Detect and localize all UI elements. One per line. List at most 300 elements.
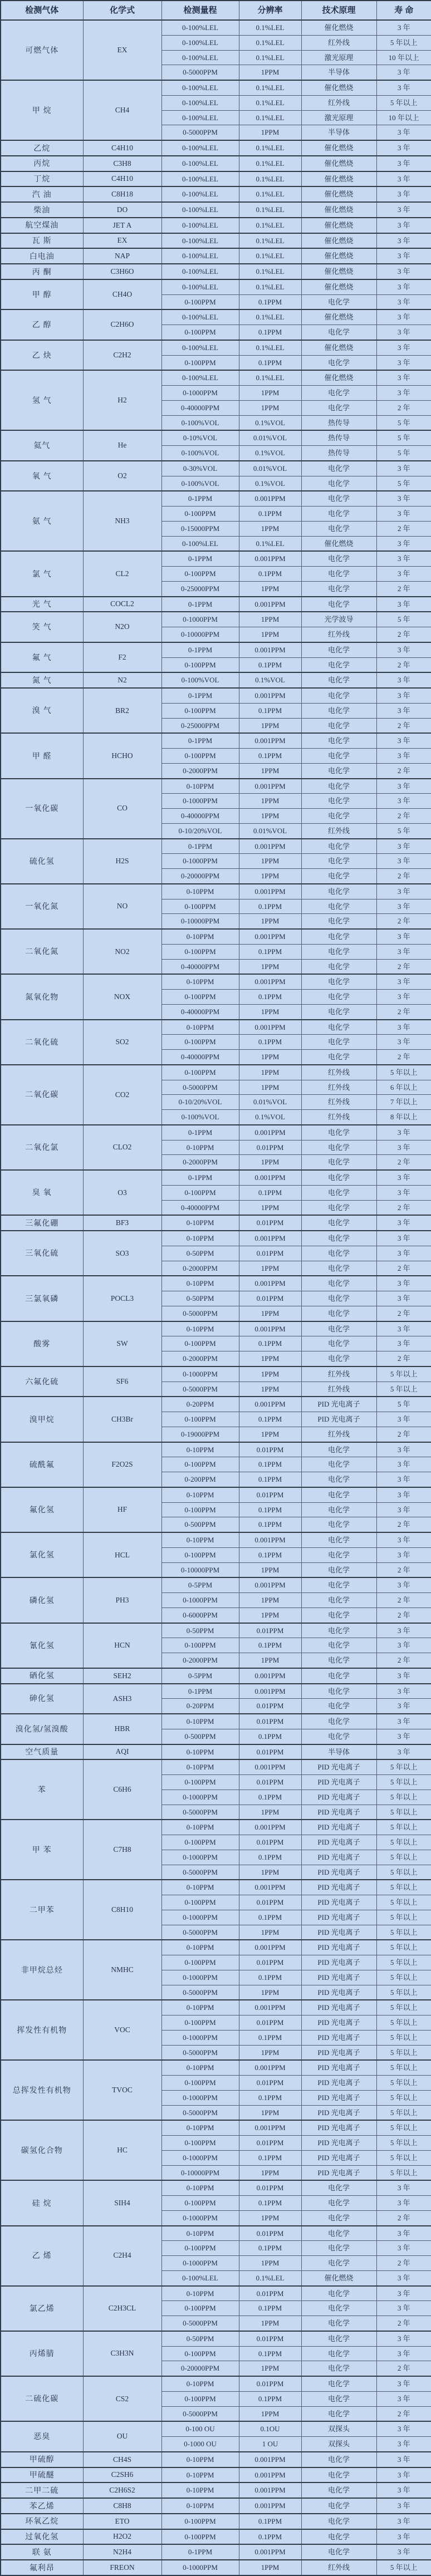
range-cell: 0-1PPM <box>161 688 239 703</box>
lifespan-cell: 5 年 <box>376 612 431 627</box>
principle-cell: 红外线 <box>301 1427 376 1442</box>
formula-cell: C3H3N <box>83 2331 161 2376</box>
resolution-cell: 0.01PPM <box>239 1487 301 1502</box>
principle-cell: PID 光电离子 <box>301 2060 376 2075</box>
range-cell: 0-25000PPM <box>161 581 239 596</box>
formula-cell: C2SH6 <box>83 2467 161 2483</box>
principle-cell: 红外线 <box>301 35 376 50</box>
lifespan-cell: 3 年 <box>376 1668 431 1684</box>
principle-cell: 电化学 <box>301 2361 376 2376</box>
range-cell: 0-100%LEL <box>161 309 239 325</box>
formula-cell: VOC <box>83 2000 161 2060</box>
range-cell: 0-100PPM <box>161 657 239 672</box>
range-cell: 0-100PPM <box>161 2301 239 2316</box>
principle-cell: PID 光电离子 <box>301 2150 376 2165</box>
resolution-cell: 1PPM <box>239 1004 301 1019</box>
lifespan-cell: 3 年 <box>376 1035 431 1050</box>
principle-cell: 电化学 <box>301 2256 376 2271</box>
lifespan-cell: 3 年 <box>376 461 431 476</box>
principle-cell: 热传导 <box>301 415 376 430</box>
resolution-cell: 1PPM <box>239 914 301 929</box>
gas-name-cell: 二氧化氮 <box>1 929 83 974</box>
range-cell: 0-1PPM <box>161 491 239 506</box>
lifespan-cell: 5 年以上 <box>376 2000 431 2015</box>
resolution-cell: 0.1PPM <box>239 567 301 582</box>
gas-name-cell: 氟 气 <box>1 642 83 673</box>
range-cell: 0-10PPM <box>161 1140 239 1155</box>
resolution-cell: 1PPM <box>239 2210 301 2225</box>
range-cell: 0-5000PPM <box>161 2406 239 2421</box>
resolution-cell: 1PPM <box>239 2406 301 2421</box>
resolution-cell: 0.1%VOL <box>239 1110 301 1125</box>
range-cell: 0-100%LEL <box>161 279 239 294</box>
table-row <box>1 733 431 748</box>
resolution-cell: 0.1PPM <box>239 1457 301 1472</box>
gas-name-cell: 柴油 <box>1 202 83 218</box>
lifespan-cell: 3 年 <box>376 125 431 140</box>
formula-cell: C4H10 <box>83 171 161 187</box>
lifespan-cell: 3 年 <box>376 672 431 688</box>
range-cell: 0-10PPM <box>161 1020 239 1035</box>
lifespan-cell: 2 年 <box>376 1200 431 1215</box>
gas-name-cell: 氟利昂 <box>1 2560 83 2575</box>
lifespan-cell: 3 年 <box>376 2544 431 2560</box>
gas-name-cell: 挥发性有机物 <box>1 2000 83 2060</box>
formula-cell: C3H6O <box>83 264 161 279</box>
resolution-cell: 0.1%LEL <box>239 35 301 50</box>
principle-cell: 电化学 <box>301 2210 376 2225</box>
lifespan-cell: 3 年 <box>376 944 431 959</box>
lifespan-cell: 3 年 <box>376 854 431 869</box>
lifespan-cell: 2 年 <box>376 869 431 884</box>
principle-cell: 电化学 <box>301 1532 376 1547</box>
resolution-cell: 0.01PPM <box>239 1442 301 1457</box>
formula-cell: O2 <box>83 461 161 491</box>
table-row <box>1 20 431 35</box>
range-cell: 0-5000PPM <box>161 1865 239 1880</box>
lifespan-cell: 3 年 <box>376 248 431 264</box>
range-cell: 0-100%LEL <box>161 95 239 110</box>
range-cell: 0-10%VOL <box>161 430 239 445</box>
formula-cell: NO <box>83 884 161 929</box>
formula-cell: CS2 <box>83 2376 161 2421</box>
resolution-cell: 0.001PPM <box>239 2498 301 2514</box>
lifespan-cell: 3 年 <box>376 536 431 551</box>
range-cell: 0-30%VOL <box>161 461 239 476</box>
gas-name-cell: 三氯氧磷 <box>1 1276 83 1321</box>
lifespan-cell: 5 年以上 <box>376 1940 431 1955</box>
formula-cell: CH4O <box>83 279 161 310</box>
lifespan-cell: 3 年 <box>376 309 431 325</box>
resolution-cell: 0.01PPM <box>239 2180 301 2195</box>
range-cell: 0-100PPM <box>161 1457 239 1472</box>
lifespan-cell: 5 年以上 <box>376 2090 431 2105</box>
principle-cell: 电化学 <box>301 1215 376 1231</box>
resolution-cell: 1PPM <box>239 1080 301 1095</box>
resolution-cell: 1PPM <box>239 2361 301 2376</box>
principle-cell: 电化学 <box>301 2331 376 2346</box>
range-cell: 0-100PPM <box>161 2136 239 2151</box>
gas-name-cell: 光 气 <box>1 597 83 612</box>
lifespan-cell: 6 年以上 <box>376 1080 431 1095</box>
resolution-cell: 1PPM <box>239 1366 301 1382</box>
range-cell: 0-40000PPM <box>161 400 239 415</box>
principle-cell: 催化燃烧 <box>301 2270 376 2285</box>
lifespan-cell: 5 年以上 <box>376 1925 431 1940</box>
gas-name-cell: 氟化氢 <box>1 1487 83 1532</box>
principle-cell: 电化学 <box>301 749 376 764</box>
gas-name-cell: 臭 氧 <box>1 1170 83 1215</box>
resolution-cell: 0.001PPM <box>239 839 301 854</box>
resolution-cell: 1PPM <box>239 1562 301 1577</box>
lifespan-cell: 3 年 <box>376 1532 431 1547</box>
lifespan-cell: 5 年以上 <box>376 1759 431 1774</box>
principle-cell: 电化学 <box>301 1035 376 1050</box>
resolution-cell: 0.1OU <box>239 2421 301 2436</box>
gas-name-cell: 硫酰氟 <box>1 1442 83 1487</box>
range-cell: 0-1000PPM <box>161 1593 239 1608</box>
range-cell: 0-1000PPM <box>161 1366 239 1382</box>
principle-cell: 电化学 <box>301 1472 376 1487</box>
table-row <box>1 171 431 187</box>
resolution-cell: 0.01PPM <box>239 1714 301 1729</box>
table-row <box>1 642 431 657</box>
range-cell: 0-1000PPM <box>161 1970 239 1985</box>
formula-cell: CH4 <box>83 80 161 140</box>
range-cell: 0-10PPM <box>161 2498 239 2514</box>
range-cell: 0-10PPM <box>161 2060 239 2075</box>
range-cell: 0-10000PPM <box>161 2165 239 2180</box>
range-cell: 0-5PPM <box>161 1577 239 1592</box>
resolution-cell: 0.1%LEL <box>239 370 301 385</box>
principle-cell: 催化燃烧 <box>301 140 376 156</box>
range-cell: 0-10PPM <box>161 1940 239 1955</box>
lifespan-cell: 3 年 <box>376 140 431 156</box>
lifespan-cell: 3 年 <box>376 279 431 294</box>
lifespan-cell: 2 年 <box>376 1593 431 1608</box>
lifespan-cell: 3 年 <box>376 1502 431 1517</box>
resolution-cell: 0.1PPM <box>239 2391 301 2406</box>
gas-name-cell: 丙 酮 <box>1 264 83 279</box>
principle-cell: 催化燃烧 <box>301 370 376 385</box>
principle-cell: PID 光电离子 <box>301 1850 376 1865</box>
lifespan-cell: 5 年以上 <box>376 1065 431 1080</box>
range-cell: 0-500PPM <box>161 1729 239 1744</box>
range-cell: 0-100PPM <box>161 355 239 370</box>
lifespan-cell: 10 年以上 <box>376 50 431 65</box>
resolution-cell: 1PPM <box>239 2165 301 2180</box>
resolution-cell: 1PPM <box>239 2560 301 2575</box>
range-cell: 0-100%LEL <box>161 202 239 218</box>
header-gas: 检测气体 <box>1 1 83 20</box>
table-row <box>1 1321 431 1336</box>
table-row <box>1 309 431 325</box>
resolution-cell: 1PPM <box>239 400 301 415</box>
lifespan-cell: 3 年 <box>376 1729 431 1744</box>
principle-cell: 电化学 <box>301 733 376 748</box>
range-cell: 0-10/20%VOL <box>161 1095 239 1110</box>
principle-cell: 电化学 <box>301 1125 376 1140</box>
range-cell: 0-100%LEL <box>161 248 239 264</box>
table-row <box>1 551 431 566</box>
range-cell: 0-100PPM <box>161 990 239 1005</box>
range-cell: 0-1000 OU <box>161 2437 239 2452</box>
range-cell: 0-100%VOL <box>161 415 239 430</box>
range-cell: 0-20PPM <box>161 1699 239 1714</box>
principle-cell: 热传导 <box>301 430 376 445</box>
lifespan-cell: 3 年 <box>376 2331 431 2346</box>
resolution-cell: 0.1PPM <box>239 1638 301 1653</box>
principle-cell: 电化学 <box>301 1185 376 1200</box>
principle-cell: 电化学 <box>301 567 376 582</box>
lifespan-cell: 2 年 <box>376 1427 431 1442</box>
lifespan-cell: 2 年 <box>376 1562 431 1577</box>
formula-cell: CH3Br <box>83 1397 161 1442</box>
range-cell: 0-100PPM <box>161 1955 239 1970</box>
formula-cell: CO2 <box>83 1065 161 1125</box>
resolution-cell: 0.1PPM <box>239 2346 301 2361</box>
formula-cell: SF6 <box>83 1366 161 1397</box>
formula-cell: H2 <box>83 370 161 430</box>
principle-cell: 电化学 <box>301 325 376 340</box>
lifespan-cell: 2 年 <box>376 2210 431 2225</box>
table-row <box>1 248 431 264</box>
formula-cell: CH4S <box>83 2452 161 2467</box>
gas-name-cell: 瓦 斯 <box>1 233 83 249</box>
resolution-cell: 0.1%LEL <box>239 218 301 233</box>
formula-cell: H2S <box>83 839 161 884</box>
principle-cell: 电化学 <box>301 2452 376 2467</box>
principle-cell: 电化学 <box>301 1004 376 1019</box>
gas-name-cell: 联 氨 <box>1 2544 83 2560</box>
range-cell: 0-100PPM <box>161 1035 239 1050</box>
resolution-cell: 0.01PPM <box>239 1246 301 1261</box>
gas-name-cell: 硅 烷 <box>1 2180 83 2225</box>
range-cell: 0-40000PPM <box>161 1200 239 1215</box>
formula-cell: C2H3CL <box>83 2286 161 2331</box>
formula-cell: EX <box>83 20 161 80</box>
lifespan-cell: 3 年 <box>376 507 431 522</box>
formula-cell: He <box>83 430 161 461</box>
principle-cell: 电化学 <box>301 1638 376 1653</box>
resolution-cell: 0.001PPM <box>239 597 301 612</box>
table-row <box>1 929 431 944</box>
principle-cell: 电化学 <box>301 1593 376 1608</box>
resolution-cell: 0.001PPM <box>239 1668 301 1684</box>
lifespan-cell: 5 年 <box>376 430 431 445</box>
table-row <box>1 2331 431 2346</box>
resolution-cell: 0.1PPM <box>239 749 301 764</box>
resolution-cell: 0.001PPM <box>239 551 301 566</box>
formula-cell: NH3 <box>83 491 161 551</box>
lifespan-cell: 5 年以上 <box>376 1775 431 1790</box>
table-row <box>1 1231 431 1246</box>
header-row <box>1 1 431 20</box>
formula-cell: H2O2 <box>83 2529 161 2545</box>
gas-name-cell: 二氧化硫 <box>1 1020 83 1065</box>
range-cell: 0-100PPM <box>161 2529 239 2545</box>
gas-name-cell: 甲 烷 <box>1 80 83 140</box>
resolution-cell: 0.001PPM <box>239 1759 301 1774</box>
resolution-cell: 0.1PPM <box>239 1035 301 1050</box>
gas-name-cell: 氢 气 <box>1 370 83 430</box>
resolution-cell: 0.01PPM <box>239 1699 301 1714</box>
table-row <box>1 202 431 218</box>
table-row <box>1 2514 431 2529</box>
lifespan-cell: 5 年以上 <box>376 1805 431 1820</box>
lifespan-cell: 3 年 <box>376 1276 431 1291</box>
resolution-cell: 0.1PPM <box>239 990 301 1005</box>
principle-cell: 电化学 <box>301 779 376 794</box>
gas-name-cell: 六氟化硫 <box>1 1366 83 1397</box>
resolution-cell: 0.001PPM <box>239 974 301 989</box>
range-cell: 0-100PPM <box>161 2514 239 2529</box>
table-row <box>1 688 431 703</box>
resolution-cell: 0.1PPM <box>239 1472 301 1487</box>
lifespan-cell: 3 年 <box>376 2301 431 2316</box>
lifespan-cell: 2 年 <box>376 763 431 778</box>
table-row <box>1 1532 431 1547</box>
formula-cell: BR2 <box>83 688 161 733</box>
range-cell: 0-25000PPM <box>161 718 239 733</box>
principle-cell: 电化学 <box>301 355 376 370</box>
range-cell: 0-100PPM <box>161 1638 239 1653</box>
table-row <box>1 1577 431 1592</box>
principle-cell: 红外线 <box>301 1110 376 1125</box>
resolution-cell: 0.1%LEL <box>239 80 301 95</box>
principle-cell: 电化学 <box>301 597 376 612</box>
range-cell: 0-100%LEL <box>161 50 239 65</box>
lifespan-cell: 2 年 <box>376 809 431 824</box>
lifespan-cell: 8 年以上 <box>376 1110 431 1125</box>
range-cell: 0-10PPM <box>161 2467 239 2483</box>
lifespan-cell: 5 年以上 <box>376 1970 431 1985</box>
resolution-cell: 0.01PPM <box>239 1291 301 1306</box>
resolution-cell: 0.001PPM <box>239 2452 301 2467</box>
lifespan-cell: 5 年 <box>376 415 431 430</box>
formula-cell: C8H10 <box>83 1880 161 1940</box>
principle-cell: 双探头 <box>301 2421 376 2436</box>
table-row <box>1 186 431 202</box>
resolution-cell: 0.1PPM <box>239 2241 301 2256</box>
lifespan-cell: 2 年 <box>376 1050 431 1065</box>
range-cell: 0-1000PPM <box>161 2030 239 2045</box>
resolution-cell: 0.01PPM <box>239 1835 301 1850</box>
formula-cell: SEH2 <box>83 1668 161 1684</box>
resolution-cell: 0.001PPM <box>239 2482 301 2498</box>
lifespan-cell: 3 年 <box>376 2437 431 2452</box>
principle-cell: 电化学 <box>301 899 376 914</box>
table-row <box>1 839 431 854</box>
principle-cell: 电化学 <box>301 1699 376 1714</box>
table-row <box>1 2560 431 2575</box>
principle-cell: PID 光电离子 <box>301 1895 376 1910</box>
lifespan-cell: 3 年 <box>376 2241 431 2256</box>
resolution-cell: 0.1PPM <box>239 1970 301 1985</box>
lifespan-cell: 3 年 <box>376 355 431 370</box>
lifespan-cell: 3 年 <box>376 386 431 401</box>
resolution-cell: 0.01PPM <box>239 2286 301 2301</box>
formula-cell: HC <box>83 2120 161 2180</box>
lifespan-cell: 3 年 <box>376 2391 431 2406</box>
table-row <box>1 1759 431 1774</box>
lifespan-cell: 3 年 <box>376 1020 431 1035</box>
principle-cell: 电化学 <box>301 1653 376 1668</box>
resolution-cell: 0.1%VOL <box>239 415 301 430</box>
table-row <box>1 1487 431 1502</box>
resolution-cell: 0.1%LEL <box>239 110 301 125</box>
resolution-cell: 0.001PPM <box>239 642 301 657</box>
lifespan-cell: 3 年 <box>376 491 431 506</box>
table-row <box>1 1714 431 1729</box>
resolution-cell: 0.1PPM <box>239 703 301 718</box>
lifespan-cell: 3 年 <box>376 1412 431 1427</box>
table-row <box>1 1125 431 1140</box>
gas-name-cell: 溴化氢/氢溴酸 <box>1 1714 83 1744</box>
resolution-cell: 1PPM <box>239 2256 301 2271</box>
lifespan-cell: 2 年 <box>376 1155 431 1170</box>
lifespan-cell: 3 年 <box>376 794 431 809</box>
resolution-cell: 0.1PPM <box>239 2529 301 2545</box>
resolution-cell: 0.01PPM <box>239 1895 301 1910</box>
range-cell: 0-6000PPM <box>161 1607 239 1623</box>
lifespan-cell: 7 年以上 <box>376 1095 431 1110</box>
resolution-cell: 0.1PPM <box>239 1517 301 1532</box>
table-row <box>1 80 431 95</box>
principle-cell: 电化学 <box>301 294 376 309</box>
resolution-cell: 1PPM <box>239 1427 301 1442</box>
resolution-cell: 1PPM <box>239 1985 301 2000</box>
lifespan-cell: 3 年 <box>376 218 431 233</box>
range-cell: 0-10PPM <box>161 2000 239 2015</box>
range-cell: 0-5000PPM <box>161 2105 239 2120</box>
lifespan-cell: 3 年 <box>376 1140 431 1155</box>
principle-cell: PID 光电离子 <box>301 1759 376 1774</box>
formula-cell: JET A <box>83 218 161 233</box>
principle-cell: 光学波导 <box>301 612 376 627</box>
formula-cell: HCN <box>83 1623 161 1668</box>
resolution-cell: 0.1%LEL <box>239 20 301 35</box>
range-cell: 0-1000PPM <box>161 2210 239 2225</box>
range-cell: 0-10PPM <box>161 1487 239 1502</box>
table-row <box>1 2060 431 2075</box>
principle-cell: 红外线 <box>301 95 376 110</box>
principle-cell: 电化学 <box>301 642 376 657</box>
table-row <box>1 2452 431 2467</box>
lifespan-cell: 2 年 <box>376 2361 431 2376</box>
range-cell: 0-100PPM <box>161 1065 239 1080</box>
resolution-cell: 0.001PPM <box>239 1170 301 1185</box>
resolution-cell: 0.1%LEL <box>239 171 301 187</box>
formula-cell: C8H18 <box>83 186 161 202</box>
resolution-cell: 0.1PPM <box>239 1910 301 1925</box>
principle-cell: 电化学 <box>301 1261 376 1276</box>
principle-cell: PID 光电离子 <box>301 1940 376 1955</box>
resolution-cell: 0.001PPM <box>239 1321 301 1336</box>
principle-cell: PID 光电离子 <box>301 2015 376 2031</box>
resolution-cell: 1PPM <box>239 627 301 642</box>
principle-cell: PID 光电离子 <box>301 2090 376 2105</box>
resolution-cell: 1PPM <box>239 1306 301 1321</box>
range-cell: 0-10PPM <box>161 1231 239 1246</box>
range-cell: 0-1PPM <box>161 733 239 748</box>
principle-cell: 电化学 <box>301 1200 376 1215</box>
principle-cell: 催化燃烧 <box>301 20 376 35</box>
lifespan-cell: 2 年 <box>376 1261 431 1276</box>
lifespan-cell: 5 年以上 <box>376 2150 431 2165</box>
principle-cell: 电化学 <box>301 2241 376 2256</box>
range-cell: 0-10PPM <box>161 1880 239 1895</box>
